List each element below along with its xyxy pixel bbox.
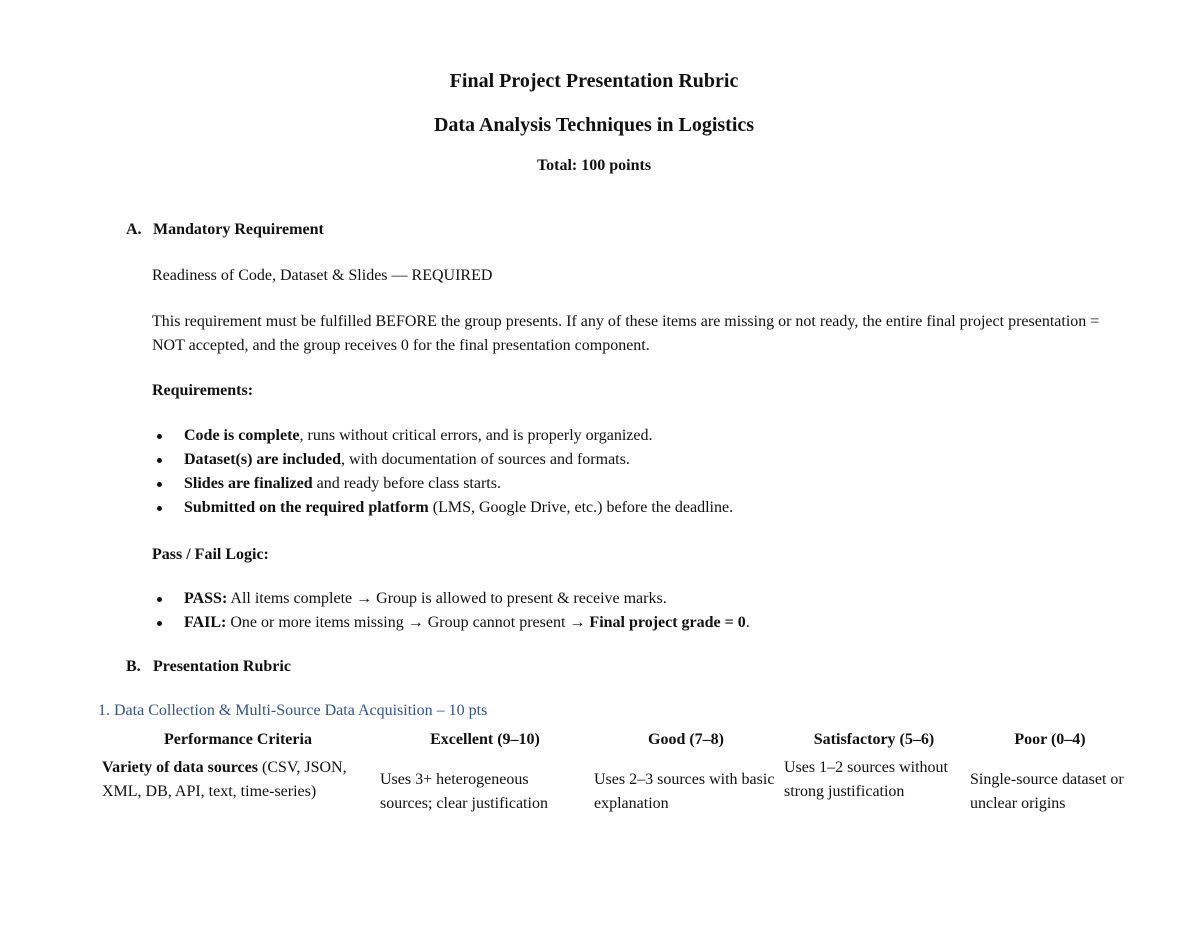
pass-text: All items complete → Group is allowed to present & receive marks.	[227, 590, 667, 607]
list-item	[152, 472, 733, 496]
section-a-letter: A.	[126, 221, 142, 238]
satisfactory-cell: Uses 1–2 sources without strong justification	[784, 759, 948, 800]
section-b-heading	[126, 658, 291, 676]
column-header: Excellent (9–10)	[430, 731, 540, 748]
list-item-bold: Dataset(s) are included	[184, 451, 342, 468]
section-a-heading	[126, 221, 324, 239]
criteria-text: (CSV, JSON, XML, DB, API, text, time-series)	[102, 759, 347, 800]
criterion-heading: 1. Data Collection & Multi-Source Data Acquisition – 10 pts	[98, 702, 488, 719]
requirements-label: Requirements:	[152, 382, 254, 399]
list-item	[152, 496, 733, 520]
column-header: Good (7–8)	[648, 731, 724, 748]
section-a-title: Mandatory Requirement	[153, 221, 324, 238]
list-item-text: (LMS, Google Drive, etc.) before the deadline.	[428, 499, 734, 516]
criteria-bold: Variety of data sources	[102, 759, 258, 776]
document-subtitle: Data Analysis Techniques in Logistics	[433, 114, 755, 136]
list-item-text: , with documentation of sources and formats.	[341, 451, 630, 468]
pass-label: PASS:	[184, 590, 228, 607]
poor-cell: Single-source dataset or unclear origins	[970, 771, 1124, 812]
bullet-icon	[157, 434, 162, 439]
fail-end: .	[745, 614, 750, 631]
fail-grade: Final project grade = 0	[589, 614, 746, 631]
list-item	[152, 448, 733, 472]
list-item-bold: Submitted on the required platform	[184, 499, 429, 516]
fail-text: One or more items missing → Group cannot present →	[226, 614, 590, 631]
list-item-text: , runs without critical errors, and is properly organized.	[299, 427, 653, 444]
excellent-cell: Uses 3+ heterogeneous sources; clear justification	[380, 771, 548, 812]
requirement-explanation: This requirement must be fulfilled BEFORE the group presents. If any of these items are missing or not ready, the entire final project presentation = NOT accepted, and the group receives 0 for the final presentation component.	[152, 313, 1100, 354]
list-item-bold: Code is complete	[184, 427, 300, 444]
passfail-list	[152, 587, 750, 635]
column-header: Poor (0–4)	[1014, 731, 1086, 748]
rubric-table	[98, 728, 1148, 836]
bullet-icon	[157, 482, 162, 487]
section-b-letter: B.	[126, 658, 141, 675]
requirement-line: Readiness of Code, Dataset & Slides — REQUIRED	[152, 267, 493, 284]
pass-item	[152, 587, 750, 611]
column-header: Performance Criteria	[164, 731, 312, 748]
bullet-icon	[157, 458, 162, 463]
bullet-icon	[157, 506, 162, 511]
table-row	[98, 756, 1148, 836]
bullet-icon	[157, 621, 162, 626]
list-item-text: and ready before class starts.	[312, 475, 501, 492]
section-b-title: Presentation Rubric	[153, 658, 291, 675]
bullet-icon	[157, 597, 162, 602]
list-item	[152, 424, 733, 448]
passfail-label: Pass / Fail Logic:	[152, 546, 269, 563]
document-title: Final Project Presentation Rubric	[449, 70, 739, 92]
good-cell: Uses 2–3 sources with basic explanation	[594, 771, 775, 812]
list-item-bold: Slides are finalized	[184, 475, 313, 492]
fail-item	[152, 611, 750, 635]
total-points: Total: 100 points	[536, 157, 652, 174]
criteria-cell	[102, 756, 374, 804]
column-header: Satisfactory (5–6)	[813, 731, 935, 748]
requirements-list	[152, 424, 733, 520]
fail-label: FAIL:	[184, 614, 227, 631]
table-header-row	[98, 728, 1148, 756]
